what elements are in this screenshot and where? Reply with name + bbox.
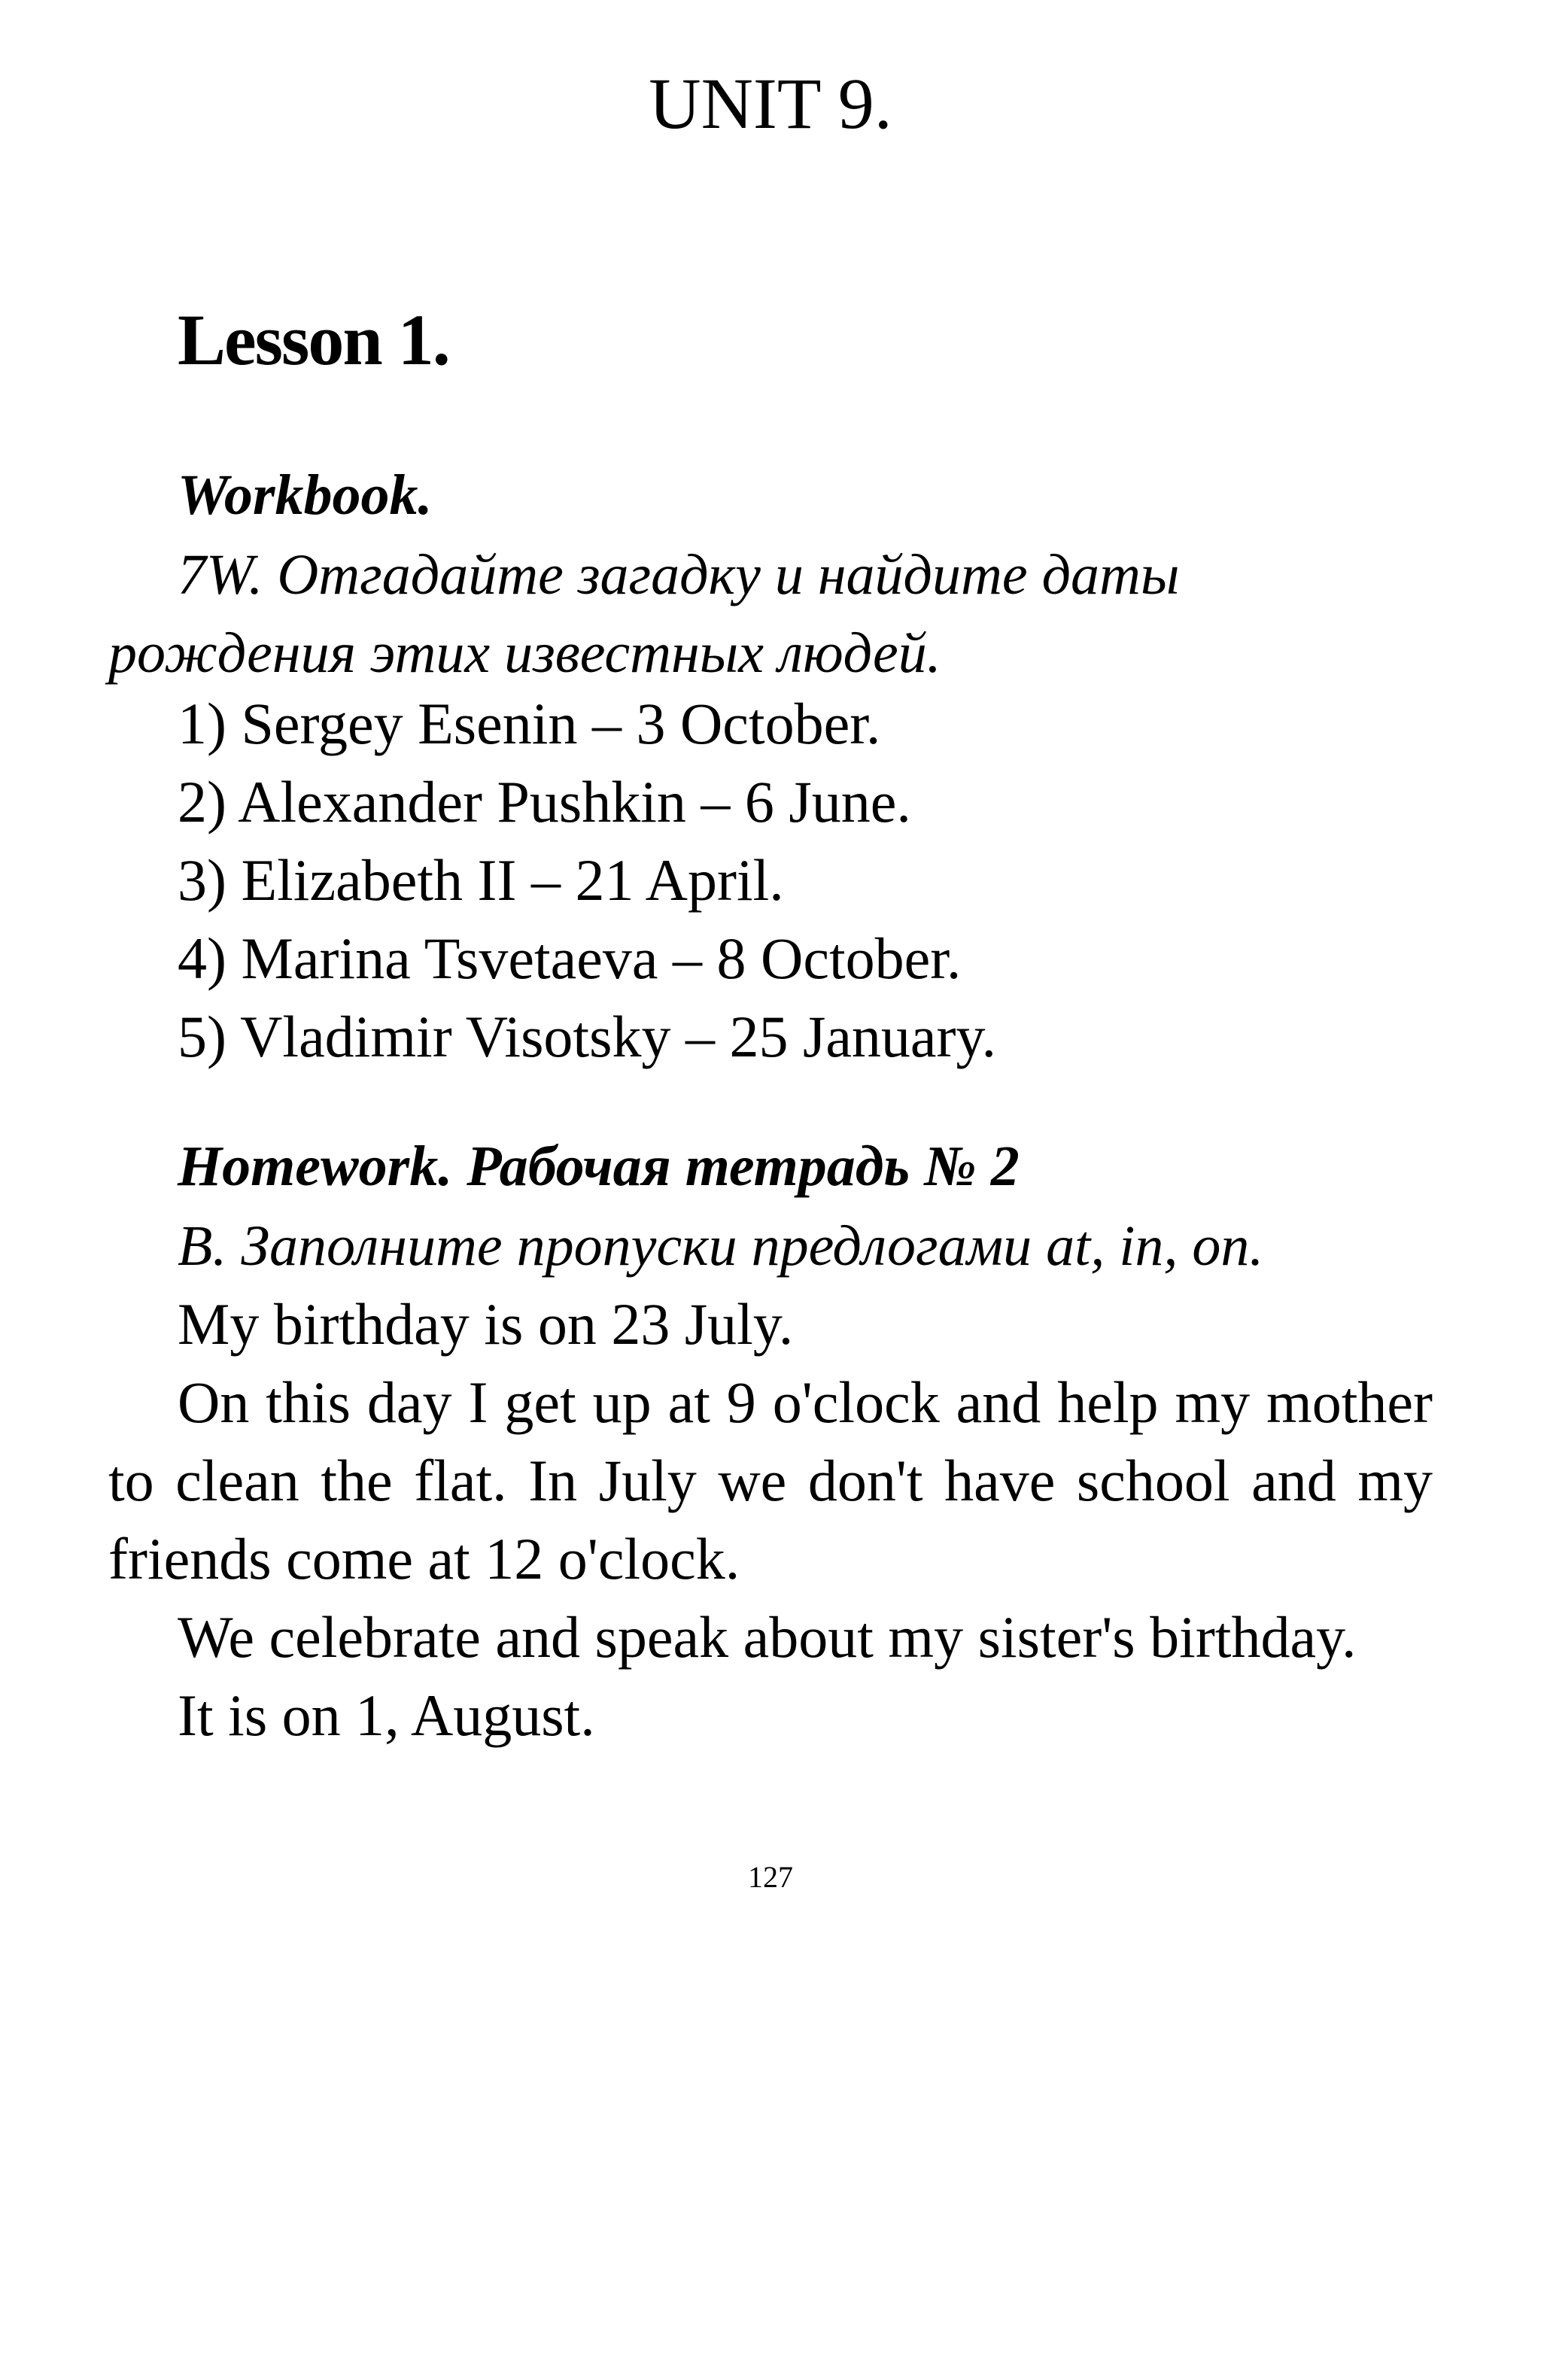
list-item: 4) Marina Tsvetaeva – 8 October. bbox=[178, 926, 962, 991]
lesson-title: Lesson 1. bbox=[178, 299, 449, 380]
homework-paragraph: It is on 1, August. bbox=[178, 1682, 595, 1748]
page-number: 127 bbox=[748, 1860, 793, 1894]
homework-task: B. Заполните пропуски предлогами at, in, on. bbox=[178, 1214, 1264, 1278]
homework-paragraph: We celebrate and speak about my sister's birthday. bbox=[178, 1604, 1357, 1670]
homework-paragraph: On this day I get up at 9 o'clock and help my mother to clean the flat. In July we don't have school and my friends come at 12 o'clock. bbox=[108, 1369, 1433, 1591]
workbook-heading: Workbook. bbox=[178, 464, 433, 527]
list-item: 1) Sergey Esenin – 3 October. bbox=[178, 691, 881, 756]
list-item: 2) Alexander Pushkin – 6 June. bbox=[178, 769, 911, 834]
homework-heading: Homework. Рабочая тетрадь № 2 bbox=[178, 1135, 1020, 1198]
birthdays-list bbox=[178, 685, 996, 1076]
workbook-task: 7W. Отгадайте загадку и найдите даты рождения этих известных людей. bbox=[108, 543, 1180, 685]
unit-title: UNIT 9. bbox=[649, 63, 892, 144]
homework-paragraph: My birthday is on 23 July. bbox=[178, 1291, 794, 1357]
list-item: 3) Elizabeth II – 21 April. bbox=[178, 847, 784, 913]
list-item: 5) Vladimir Visotsky – 25 January. bbox=[178, 1004, 996, 1069]
homework-text bbox=[108, 1285, 1433, 1755]
